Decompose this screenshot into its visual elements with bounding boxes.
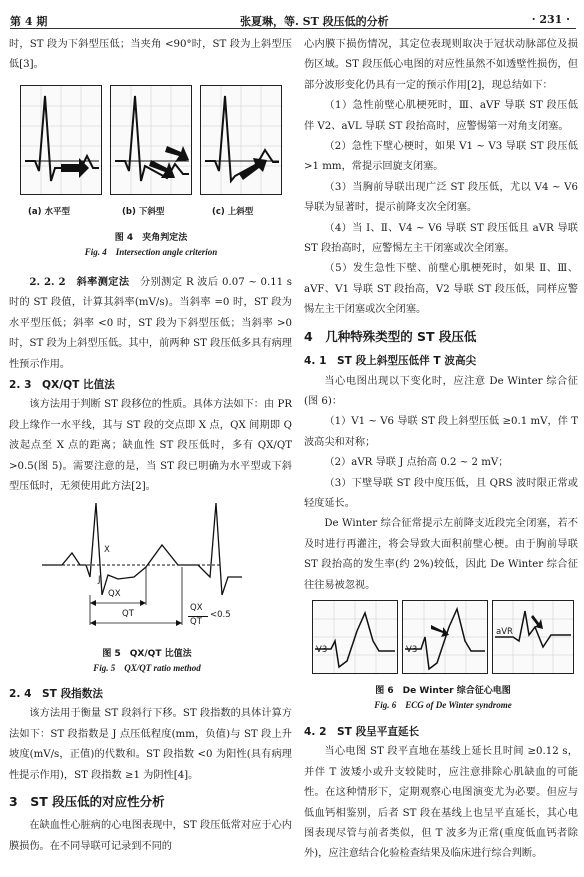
paragraph-41: 当心电图出现以下变化时，应注意 De Winter 综合征(图 6)： [304,375,578,407]
figure-5 [22,495,282,685]
paragraph: 心内膜下损伤情况，其定位表现则取决于冠状动脉部位及损伤区域。ST 段压低心电图的对应性虽然不如透壁性损伤，但部分波形变化仍具有一定的预示作用[2]，现总结如下： [304,39,578,91]
list-item: （1）V1 ~ V6 导联 ST 段上斜型压低 ≥0.1 mV，伴 T 波高尖和对称； [304,416,578,448]
right-column-tail [304,722,578,865]
fig6-lead-label: aVR [496,627,513,637]
section-heading: 2. 2. 2 斜率测定法 [29,276,130,288]
list-item: （2）急性下壁心梗时，如果 V1 ~ V3 导联 ST 段压低 >1 mm，常提示回旋支闭塞。 [304,141,578,173]
fig6-panel-2 [402,600,488,674]
paragraph-24: 该方法用于衡量 ST 段斜行下移。ST 段指数的具体计算方法如下：ST 段指数是 J 点压低程度(mm，负值)与 ST 段上升坡度(mV/s，正值)的代数和。ST 段指数 <0 为阳性(具有病理性提示作用)，ST 段指数 ≥1 为阴性[4]。 [9,708,292,781]
fig5-label-qx: QX [108,589,121,599]
section-heading-42: 4. 2 ST 段呈平直延长 [304,726,420,738]
running-header [10,10,576,29]
fig6-caption-en: Fig. 6 ECG of De Winter syndrome [374,700,512,710]
section-heading-41: 4. 1 ST 段上斜型压低伴 T 波高尖 [304,355,477,368]
figure-6 [312,600,574,720]
fig6-lead-label: V3 [316,645,328,655]
fig6-panel-1 [312,600,398,674]
fig5-diagram [22,495,282,645]
fig5-ratio-val: <0.5 [210,610,231,620]
paragraph-41b: De Winter 综合征常提示左前降支近段完全闭塞，若不及时进行再灌注，将会导致大面积前壁心梗。由于胸前导联 ST 段抬高的发生率(约 2%)较低，因此 De Winter 综合征往往易被忽视。 [304,518,578,591]
fig4-panel-a [20,85,102,195]
left-column-tail [9,684,292,857]
right-column [304,35,578,596]
paragraph-23: 该方法用于判断 ST 段移位的性质。具体方法如下：由 PR 段上缘作一水平线，其与 ST 段的交点即 X 点，QX 间期即 Q 波起点至 X 点的距离；缺血性 ST 段压低时，多有 QX/QT >0.5(图 5)。需要注意的是，当 ST 段已明确为水平型或下斜型压低时，无须使用此方法[2]。 [9,399,292,493]
fig5-label-qt: QT [122,609,134,619]
left-column [9,35,292,76]
left-column-body [9,272,292,497]
fig4-label-b: (b) 下斜型 [122,207,165,217]
fig4-label-c: (c) 上斜型 [212,207,254,217]
list-item: （4）当 Ⅰ、Ⅱ、V4 ~ V6 导联 ST 段压低且 aVR 导联 ST 段抬高时，应警惕左主干闭塞或次全闭塞。 [304,222,578,255]
issue-number: 第 4 期 [10,15,48,28]
fig4-panel-b [110,85,192,195]
list-item: （3）下壁导联 ST 段中度压低，且 QRS 波时限正常或轻度延长。 [304,477,578,509]
section-heading-24: 2. 4 ST 段指数法 [9,688,103,700]
section-heading-3: 3 ST 段压低的对应性分析 [9,794,165,810]
list-item: （1）急性前壁心肌梗死时，Ⅲ、aVF 导联 ST 段压低伴 V2、aVL 导联 ST 段抬高时，应警惕第一对角支闭塞。 [304,100,578,132]
section-heading-4: 4 几种特殊类型的 ST 段压低 [304,328,477,344]
paragraph-222: 2. 2. 2 斜率测定法 分别测定 R 波后 0.07 ~ 0.11 s 时的 ST 段值，计算其斜率(mV/s)。当斜率 =0 时，ST 段为水平型压低；斜率 <0 时，ST 段为下斜型压低；当斜率 >0 时，ST 段为上斜型压低。其中，前两种 ST 段压低多具有病理性预示作用。 [9,276,293,370]
fig4-caption-en: Fig. 4 Intersection angle criterion [84,247,218,257]
fig4-label-a: (a) 水平型 [28,207,70,217]
figure-4 [20,85,282,265]
fig4-caption-zh: 图 4 夹角判定法 [114,233,188,243]
fig4-panel-c [200,85,282,195]
fig6-caption-zh: 图 6 De Winter 综合征心电图 [375,686,511,696]
fig5-label-x: X [104,545,110,555]
paragraph-3: 在缺血性心脏病的心电图表现中，ST 段压低常对应于心内膜损伤。在不同导联可记录到不同的 [9,820,292,852]
list-item: （2）aVR 导联 J 点抬高 0.2 ~ 2 mV； [324,457,509,469]
paragraph-42: 当心电图 ST 段平直地在基线上延长且时间 ≥0.12 s，并伴 T 波矮小或升支较陡时，应注意排除心肌缺血的可能性。在这种情形下，定期观察心电图演变尤为必要。但应与低血钙相鉴别，后者 ST 段在基线上也呈平直延长，其心电图表现尽管与前者类似，但 T 波多为正常(重度低血钙者除外)，应注意结合化验检查结果及临床进行综合判断。 [304,746,578,860]
fig5-caption-en: Fig. 5 QX/QT ratio method [93,663,201,673]
page-number: · 231 · [531,13,570,26]
fig5-ratio-num: QX [190,603,203,613]
fig5-label-j: J [98,575,101,585]
fig6-lead-label: V3 [406,645,418,655]
list-item: （3）当胸前导联出现广泛 ST 段压低，尤以 V4 ~ V6 导联为显著时，提示前降支次全闭塞。 [304,181,578,214]
fig6-panel-3 [492,600,574,674]
fig5-caption-zh: 图 5 QX/QT 比值法 [102,649,192,659]
paragraph: 时，ST 段为下斜型压低；当夹角 <90°时，ST 段为上斜型压低[3]。 [9,39,292,71]
list-item: （5）发生急性下壁、前壁心肌梗死时，如果 Ⅱ、Ⅲ、aVF、V1 导联 ST 段抬高，V2 导联 ST 段压低，同样应警惕左主干闭塞或次全闭塞。 [304,263,578,316]
section-heading-23: 2. 3 QX/QT 比值法 [9,379,115,392]
fig5-ratio-den: QT [190,617,202,627]
running-title: 张夏琳，等. ST 段压低的分析 [240,15,389,28]
